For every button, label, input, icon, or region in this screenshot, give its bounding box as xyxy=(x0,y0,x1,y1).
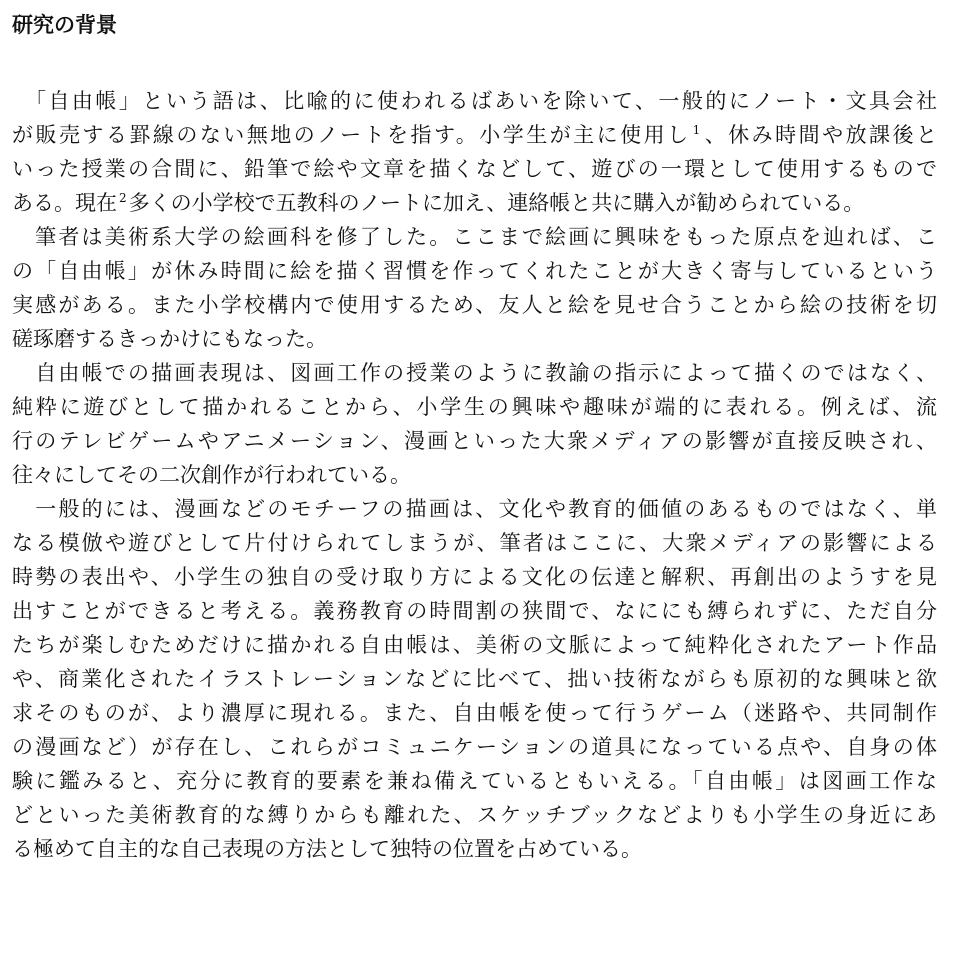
text-segment: 出すことができると考える。義務教育の時間割の狭間で、なににも縛られずに、ただ自分 xyxy=(12,599,937,623)
text-segment: 磋琢磨するきっかけにもなった。 xyxy=(12,327,327,351)
footnote-marker: 1 xyxy=(692,123,701,137)
text-line xyxy=(12,526,937,560)
text-segment: 自由帳での描画表現は、図画工作の授業のように教諭の指示によって描くのではなく、 xyxy=(12,361,937,385)
text-line xyxy=(12,662,937,696)
text-segment: たちが楽しむためだけに描かれる自由帳は、美術の文脈によって純粋化されたアート作品 xyxy=(12,633,937,657)
text-segment: どといった美術教育的な縛りからも離れた、スケッチブックなどよりも小学生の身近にあ xyxy=(12,803,937,827)
text-segment: 実感がある。また小学校構内で使用するため、友人と絵を見せ合うことから絵の技術を切 xyxy=(12,293,937,317)
text-line xyxy=(12,322,937,356)
text-line xyxy=(12,832,937,866)
text-segment: ある。現在 xyxy=(12,191,117,215)
text-segment: 多くの小学校で五教科のノートに加え、連絡帳と共に購入が勧められている。 xyxy=(128,191,865,215)
text-segment: 、休み時間や放課後と xyxy=(702,123,937,147)
text-segment: の「自由帳」が休み時間に絵を描く習慣を作ってくれたことが大きく寄与しているという xyxy=(12,259,937,283)
text-line xyxy=(12,798,937,832)
text-segment: なる模倣や遊びとして片付けられてしまうが、筆者はここに、大衆メディアの影響による xyxy=(12,531,937,555)
text-segment: 純粋に遊びとして描かれることから、小学生の興味や趣味が端的に表れる。例えば、流 xyxy=(12,395,937,419)
text-line xyxy=(12,628,937,662)
text-segment: る極めて自主的な自己表現の方法として独特の位置を占めている。 xyxy=(12,837,642,861)
text-line xyxy=(12,356,937,390)
text-segment: 求そのものが、より濃厚に現れる。また、自由帳を使って行うゲーム（迷路や、共同制作 xyxy=(12,701,937,725)
text-segment: 往々にしてその二次創作が行われている。 xyxy=(12,463,411,487)
text-segment: や、商業化されたイラストレーションなどに比べて、拙い技術ながらも原初的な興味と欲 xyxy=(12,667,937,691)
text-segment: 時勢の表出や、小学生の独自の受け取り方による文化の伝達と解釈、再創出のようすを見 xyxy=(12,565,937,589)
text-line xyxy=(12,220,937,254)
text-segment: 筆者は美術系大学の絵画科を修了した。ここまで絵画に興味をもった原点を辿れば、こ xyxy=(12,225,937,249)
text-line xyxy=(12,560,937,594)
text-line xyxy=(12,152,937,186)
text-line xyxy=(12,118,937,152)
text-line xyxy=(12,84,937,118)
paragraph xyxy=(12,84,937,220)
text-line xyxy=(12,696,937,730)
body-text xyxy=(12,84,937,866)
text-segment: 行のテレビゲームやアニメーション、漫画といった大衆メディアの影響が直接反映され、 xyxy=(12,429,937,453)
paragraph xyxy=(12,492,937,866)
text-segment: の漫画など）が存在し、これらがコミュニケーションの道具になっている点や、自身の体 xyxy=(12,735,937,759)
paragraph xyxy=(12,356,937,492)
text-line xyxy=(12,288,937,322)
paragraph xyxy=(12,220,937,356)
text-line xyxy=(12,186,937,220)
text-segment: 一般的には、漫画などのモチーフの描画は、文化や教育的価値のあるものではなく、単 xyxy=(12,497,937,521)
text-line xyxy=(12,254,937,288)
text-line xyxy=(12,764,937,798)
text-line xyxy=(12,458,937,492)
text-line xyxy=(12,594,937,628)
text-segment: が販売する罫線のない無地のノートを指す。小学生が主に使用し xyxy=(12,123,691,147)
text-segment: 験に鑑みると、充分に教育的要素を兼ね備えているともいえる。「自由帳」は図画工作な xyxy=(12,769,937,793)
text-segment: いった授業の合間に、鉛筆で絵や文章を描くなどして、遊びの一環として使用するもので xyxy=(12,157,937,181)
text-line xyxy=(12,730,937,764)
text-line xyxy=(12,424,937,458)
footnote-marker: 2 xyxy=(119,191,127,205)
section-heading: 研究の背景 xyxy=(12,13,117,37)
text-line xyxy=(12,492,937,526)
text-segment: 「自由帳」という語は、比喩的に使われるばあいを除いて、一般的にノート・文具会社 xyxy=(12,89,937,113)
text-line xyxy=(12,390,937,424)
